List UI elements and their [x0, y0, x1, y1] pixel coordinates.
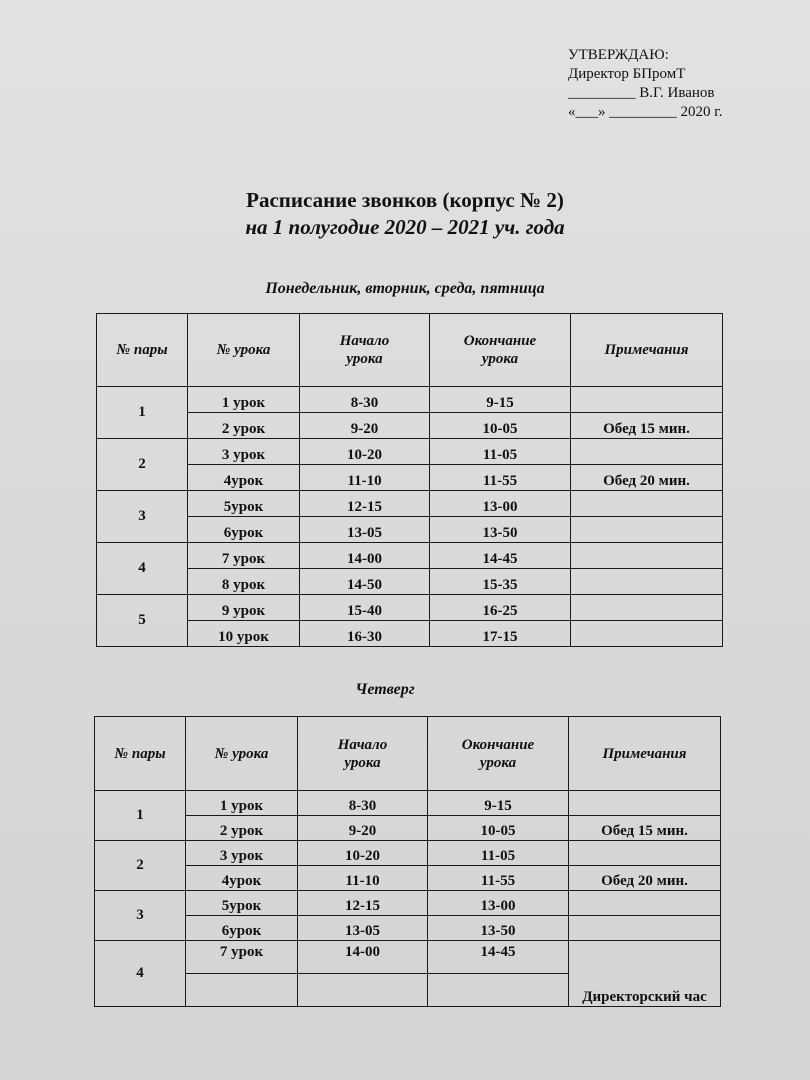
lesson-cell: 4урок [186, 866, 298, 891]
note-cell [571, 543, 723, 569]
start-cell: 15-40 [300, 595, 430, 621]
note-cell: Обед 15 мин. [569, 816, 721, 841]
end-cell: 13-50 [430, 517, 571, 543]
lesson-cell: 6урок [188, 517, 300, 543]
end-cell: 14-45 [428, 941, 569, 974]
end-cell: 17-15 [430, 621, 571, 647]
end-cell: 13-00 [430, 491, 571, 517]
start-cell: 8-30 [298, 791, 428, 816]
end-cell: 11-05 [428, 841, 569, 866]
header-pair: № пары [95, 717, 186, 791]
table-row [97, 517, 723, 543]
note-cell [571, 569, 723, 595]
end-cell: 9-15 [430, 387, 571, 413]
start-cell [298, 974, 428, 1007]
table-row [97, 595, 723, 621]
start-cell: 16-30 [300, 621, 430, 647]
table-row [97, 439, 723, 465]
lesson-cell: 8 урок [188, 569, 300, 595]
lesson-cell: 1 урок [188, 387, 300, 413]
header-end: Окончание урока [430, 314, 571, 387]
lesson-cell: 3 урок [186, 841, 298, 866]
approval-signature-line: _________ В.Г. Иванов [568, 85, 715, 101]
page-title: Расписание звонков (корпус № 2) [246, 188, 564, 212]
table-header-row [97, 314, 723, 387]
end-cell: 16-25 [430, 595, 571, 621]
pair-number: 5 [97, 595, 188, 647]
table-row [95, 866, 721, 891]
header-notes: Примечания [569, 717, 721, 791]
approval-position: Директор БПромТ [568, 66, 686, 82]
table-row [97, 465, 723, 491]
pair-number: 1 [95, 791, 186, 841]
note-cell [571, 621, 723, 647]
pair-number: 2 [95, 841, 186, 891]
table-row [97, 543, 723, 569]
table-row [97, 387, 723, 413]
header-start: Начало урока [300, 314, 430, 387]
note-cell: Директорский час [569, 941, 721, 1007]
note-cell [571, 387, 723, 413]
table-row [95, 891, 721, 916]
table-row [97, 491, 723, 517]
pair-number: 3 [97, 491, 188, 543]
end-cell: 10-05 [428, 816, 569, 841]
section1-caption: Понедельник, вторник, среда, пятница [265, 280, 545, 297]
pair-number: 1 [97, 387, 188, 439]
start-cell: 14-50 [300, 569, 430, 595]
lesson-cell: 7 урок [188, 543, 300, 569]
note-cell [569, 891, 721, 916]
header-pair: № пары [97, 314, 188, 387]
end-cell [428, 974, 569, 1007]
pair-number: 4 [97, 543, 188, 595]
table-row [95, 841, 721, 866]
pair-number: 3 [95, 891, 186, 941]
approval-block [568, 46, 722, 122]
lesson-cell: 10 урок [188, 621, 300, 647]
start-cell: 11-10 [298, 866, 428, 891]
note-cell [571, 439, 723, 465]
lesson-cell: 3 урок [188, 439, 300, 465]
start-cell: 12-15 [298, 891, 428, 916]
note-cell: Обед 20 мин. [569, 866, 721, 891]
start-cell: 13-05 [300, 517, 430, 543]
end-cell: 13-00 [428, 891, 569, 916]
end-cell: 13-50 [428, 916, 569, 941]
header-start: Начало урока [298, 717, 428, 791]
approval-date-line: «___» _________ 2020 г. [568, 104, 723, 120]
pair-number: 4 [95, 941, 186, 1007]
lesson-cell: 5урок [186, 891, 298, 916]
end-cell: 14-45 [430, 543, 571, 569]
lesson-cell: 5урок [188, 491, 300, 517]
table-row [95, 791, 721, 816]
note-cell [569, 916, 721, 941]
lesson-cell: 2 урок [186, 816, 298, 841]
schedule-table-main [96, 313, 723, 647]
start-cell: 10-20 [300, 439, 430, 465]
lesson-cell [186, 974, 298, 1007]
start-cell: 14-00 [298, 941, 428, 974]
note-cell: Обед 20 мин. [571, 465, 723, 491]
start-cell: 11-10 [300, 465, 430, 491]
table-row [97, 413, 723, 439]
table-row [95, 916, 721, 941]
end-cell: 11-05 [430, 439, 571, 465]
page-subtitle: на 1 полугодие 2020 – 2021 уч. года [245, 215, 565, 239]
start-cell: 10-20 [298, 841, 428, 866]
header-end: Окончание урока [428, 717, 569, 791]
table-row [97, 569, 723, 595]
note-cell [569, 841, 721, 866]
lesson-cell: 2 урок [188, 413, 300, 439]
start-cell: 9-20 [300, 413, 430, 439]
end-cell: 15-35 [430, 569, 571, 595]
note-cell [569, 791, 721, 816]
end-cell: 11-55 [428, 866, 569, 891]
note-cell [571, 491, 723, 517]
note-cell [571, 595, 723, 621]
end-cell: 11-55 [430, 465, 571, 491]
lesson-cell: 1 урок [186, 791, 298, 816]
end-cell: 9-15 [428, 791, 569, 816]
note-cell: Обед 15 мин. [571, 413, 723, 439]
table-row [95, 941, 721, 974]
table-row [97, 621, 723, 647]
section2-caption: Четверг [355, 681, 415, 698]
header-lesson: № урока [188, 314, 300, 387]
table-row [95, 816, 721, 841]
table-header-row [95, 717, 721, 791]
schedule-table-thursday [94, 716, 721, 1007]
pair-number: 2 [97, 439, 188, 491]
note-cell [571, 517, 723, 543]
start-cell: 8-30 [300, 387, 430, 413]
lesson-cell: 9 урок [188, 595, 300, 621]
start-cell: 12-15 [300, 491, 430, 517]
approval-heading: УТВЕРЖДАЮ: [568, 47, 669, 63]
start-cell: 9-20 [298, 816, 428, 841]
lesson-cell: 7 урок [186, 941, 298, 974]
lesson-cell: 4урок [188, 465, 300, 491]
start-cell: 13-05 [298, 916, 428, 941]
header-notes: Примечания [571, 314, 723, 387]
start-cell: 14-00 [300, 543, 430, 569]
end-cell: 10-05 [430, 413, 571, 439]
header-lesson: № урока [186, 717, 298, 791]
lesson-cell: 6урок [186, 916, 298, 941]
